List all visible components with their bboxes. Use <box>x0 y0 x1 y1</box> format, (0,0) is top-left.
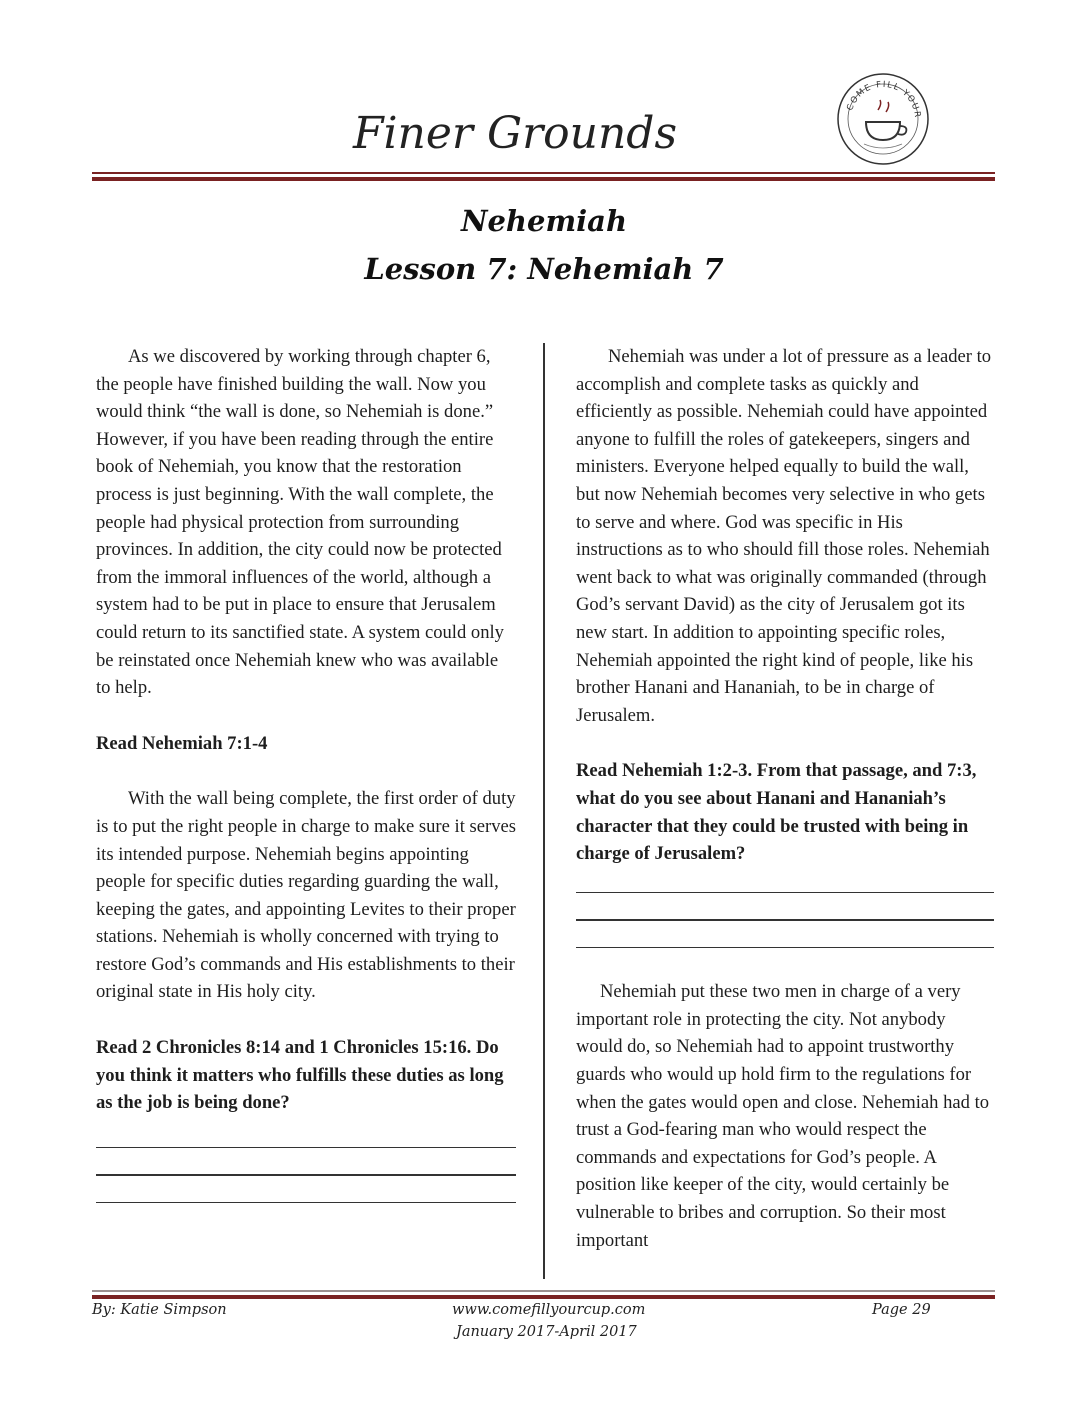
footer-website[interactable]: www.comefillyourcup.com <box>452 1302 646 1318</box>
answer-line[interactable] <box>96 1174 516 1176</box>
footer-author: By: Katie Simpson <box>92 1302 227 1318</box>
header-rule-bottom <box>92 177 995 181</box>
question-text: Read 2 Chronicles 8:14 and 1 Chronicles 15:16. Do you think it matters who fulfills these duties as long as the job is being done? <box>96 1037 504 1114</box>
question-text: Read Nehemiah 1:2-3. From that passage, and 7:3, what do you see about Hanani and Hananiah’s character that they could be trusted with being in charge of Jerusalem? <box>576 760 977 865</box>
column-divider <box>543 343 545 1279</box>
read-instruction: Read Nehemiah 7:1-4 <box>96 732 268 754</box>
body-paragraph: Nehemiah was under a lot of pressure as a leader to accomplish and complete tasks as quickly and efficiently as possible. Nehemiah could have appointed anyone to fulfill the roles of gatekeepers, singers and ministers. Everyone helped equally to build the wall, but now Nehemiah becomes very selective in who gets to serve and where. God was specific in His instructions as to who should fill those roles. Nehemiah went back to what was originally commanded (through God’s servant David) as the city of Jerusalem got its new start. In addition to appointing specific roles, Nehemiah appointed the right kind of people, like his brother Hanani and Hananiah, to be in charge of Jerusalem. <box>576 346 992 726</box>
answer-line[interactable] <box>96 1202 516 1204</box>
lesson-title: Lesson 7: Nehemiah 7 <box>364 252 724 286</box>
newsletter-title: Finer Grounds <box>352 108 678 159</box>
left-column <box>96 343 516 1203</box>
svg-text:COME FILL YOUR CUP: COME FILL YOUR <box>845 79 923 120</box>
body-paragraph: Nehemiah put these two men in charge of a very important role in protecting the city. Not anybody would do, so Nehemiah had to appoint trustworthy guards who would up hold firm to the regulations for when the gates would open and close. Nehemiah had to trust a God-fearing man who would respect the commands and expectations for God’s people. A position like keeper of the city, would certainly be vulnerable to bribes and corruption. So their most important <box>576 981 990 1251</box>
book-title: Nehemiah <box>460 204 628 238</box>
answer-line[interactable] <box>576 892 994 894</box>
body-paragraph: With the wall being complete, the first order of duty is to put the right people in charge to make sure it serves its intended purpose. Nehemiah begins appointing people for specific duties regarding guarding the wall, keeping the gates, and appointing Levites to their proper stations. Nehemiah is wholly concerned with trying to restore God’s commands and His establishments to their original state in His holy city. <box>96 788 516 1003</box>
header-rule-top <box>92 172 995 174</box>
footer-rule-bottom <box>92 1295 995 1299</box>
answer-line[interactable] <box>96 1147 516 1149</box>
right-column <box>576 343 994 1254</box>
footer-dates: January 2017-April 2017 <box>456 1324 637 1340</box>
footer-rule-top <box>92 1290 995 1292</box>
answer-line[interactable] <box>576 919 994 921</box>
intro-paragraph: As we discovered by working through chapter 6, the people have finished building the wall. Now you would think “the wall is done, so Nehemiah is done.” However, if you have been reading through the entire book of Nehemiah, you know that the restoration process is just beginning. With the wall complete, the people had physical protection from surrounding provinces. In addition, the city could now be protected from the immoral influences of the world, although a system had to be put in place to ensure that Jerusalem could return to its sanctified state. A system could only be reinstated once Nehemiah knew who was available to help. <box>96 346 504 699</box>
footer-page-number: Page 29 <box>872 1302 931 1318</box>
